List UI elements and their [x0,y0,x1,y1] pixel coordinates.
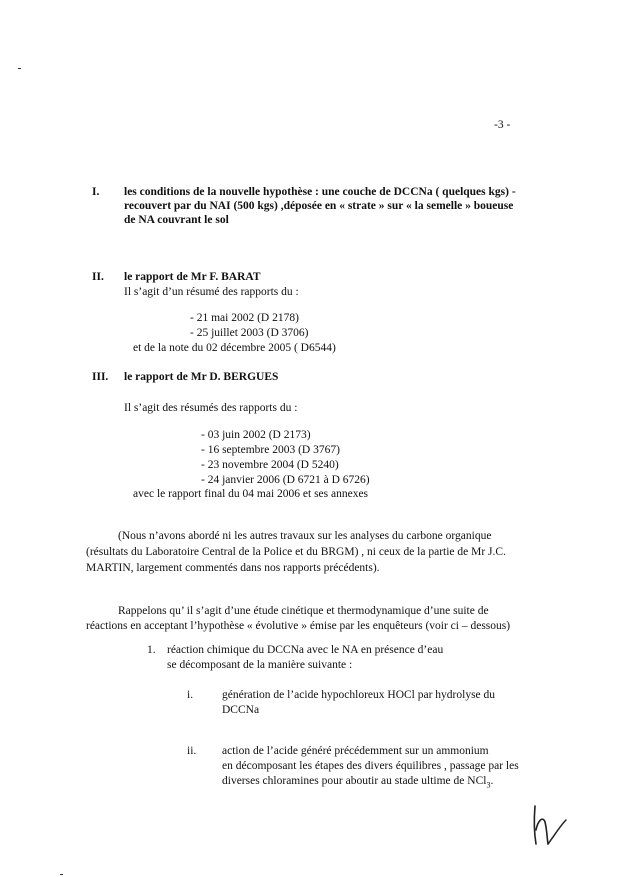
page-number: -3 - [494,119,511,131]
handwritten-signature [528,800,572,850]
section2-item: - 25 juillet 2003 (D 3706) [190,327,309,339]
subscript-3: 3 [486,780,491,790]
section1-line: de NA couvrant le sol [124,214,229,226]
section3-title: le rapport de Mr D. BERGUES [124,371,279,383]
paragraph-line: MARTIN, largement commentés dans nos rapports précédents). [86,562,380,574]
paragraph-line: (Nous n’avons abordé ni les autres travaux sur les analyses du carbone organique [118,530,492,542]
list-number: 1. [147,644,156,656]
section3-intro: Il s’agit des résumés des rapports du : [124,402,298,414]
section2-numeral: II. [92,271,104,283]
sublist-item-line: diverses chloramines pour aboutir au stade ultime de NCl [222,775,487,787]
section3-numeral: III. [92,371,109,383]
section1-line: recouvert par du NAI (500 kgs) ,déposée en « strate » sur « la semelle » boueuse [124,200,514,212]
sublist-item-line: DCCNa [222,704,260,716]
section1-numeral: I. [92,186,100,198]
section3-item: - 16 septembre 2003 (D 3767) [201,444,340,456]
margin-mark-top [18,68,21,69]
section2-note: et de la note du 02 décembre 2005 ( D6544) [133,342,336,354]
margin-mark-bottom [60,874,63,875]
section3-item: - 23 novembre 2004 (D 5240) [201,459,339,471]
paragraph-line: Rappelons qu’ il s’agit d’une étude cinétique et thermodynamique d’une suite de [118,605,489,617]
section3-item: - 03 juin 2002 (D 2173) [201,429,311,441]
line-end: . [490,775,494,787]
sublist-item-line: action de l’acide généré précédemment sur un ammonium [222,745,489,757]
section3-item: - 24 janvier 2006 (D 6721 à D 6726) [201,474,370,486]
list-item-line: réaction chimique du DCCNa avec le NA en présence d’eau [167,644,444,656]
paragraph-line: réactions en acceptant l’hypothèse « évolutive » émise par les enquêteurs (voir ci – dessous) [86,620,511,632]
section2-title: le rapport de Mr F. BARAT [124,271,261,283]
section3-note: avec le rapport final du 04 mai 2006 et ses annexes [133,488,369,500]
sublist-number: i. [187,689,194,701]
section2-item: - 21 mai 2002 (D 2178) [190,312,299,324]
list-item-line: se décomposant de la manière suivante : [167,659,353,671]
paragraph-line: (résultats du Laboratoire Central de la Police et du BRGM) , ni ceux de la partie de Mr J.C. [86,546,506,558]
sublist-item-line: en décomposant les étapes des divers équilibres , passage par les [222,760,519,772]
sublist-item-last-line [222,774,493,792]
sublist-number: ii. [187,745,197,757]
section2-intro: Il s’agit d’un résumé des rapports du : [124,286,299,298]
section1-line: les conditions de la nouvelle hypothèse : une couche de DCCNa ( quelques kgs) - [124,186,516,198]
sublist-item-line: génération de l’acide hypochloreux HOCl par hydrolyse du [222,689,496,701]
